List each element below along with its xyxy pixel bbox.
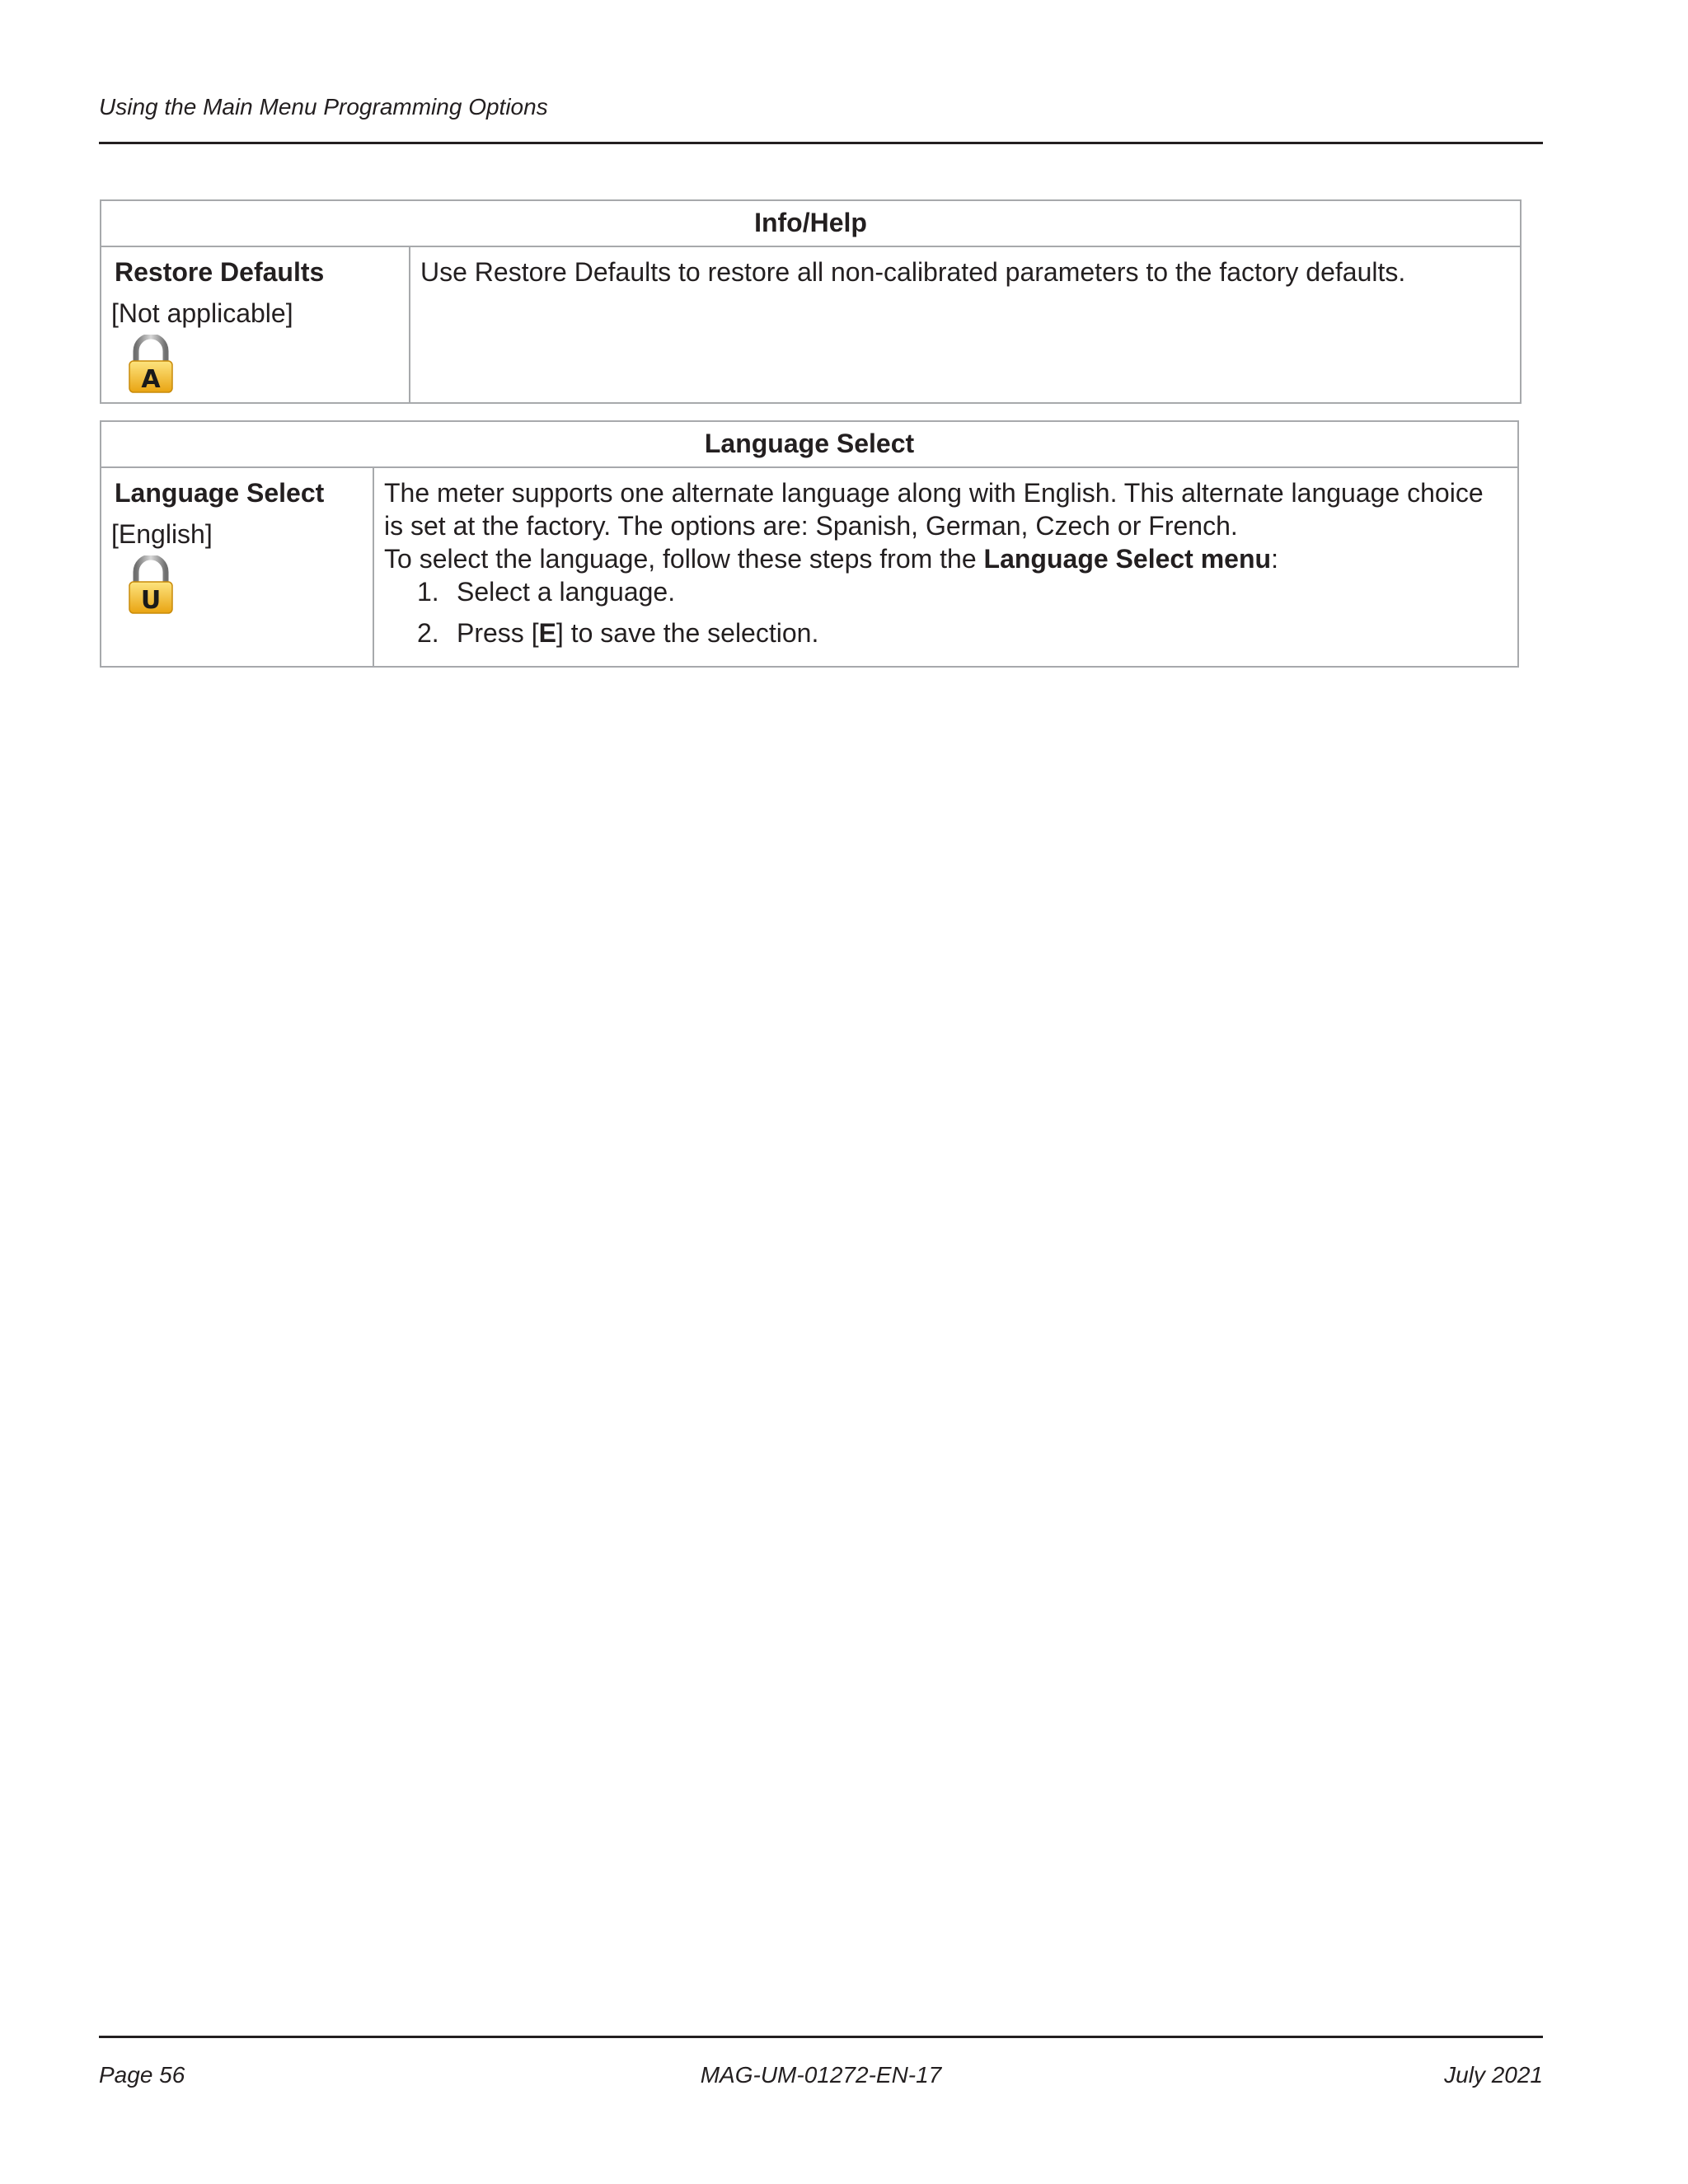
- description-cell: [373, 467, 1518, 667]
- list-item: 1. Select a language.: [417, 577, 676, 607]
- page-number: Page 56: [99, 2062, 185, 2088]
- param-name: Language Select: [115, 478, 325, 508]
- table-title: Language Select: [101, 421, 1518, 467]
- steps-list: [384, 575, 1507, 649]
- param-default: [English]: [111, 519, 213, 549]
- table-title: Info/Help: [101, 200, 1521, 246]
- svg-text:U: U: [140, 586, 162, 615]
- param-default: [Not applicable]: [111, 298, 293, 328]
- description-cell: [410, 246, 1521, 403]
- running-header: Using the Main Menu Programming Options: [99, 94, 548, 120]
- param-cell: [101, 246, 410, 403]
- svg-text:A: A: [141, 365, 161, 394]
- param-name: Restore Defaults: [115, 257, 325, 287]
- param-cell: [101, 467, 373, 667]
- user-lock-icon: [126, 555, 176, 615]
- admin-lock-icon: [126, 335, 176, 394]
- info-help-table: [100, 199, 1522, 404]
- menu-name: Language Select menu: [983, 544, 1272, 574]
- header-rule: [99, 142, 1543, 144]
- document-number: MAG-UM-01272-EN-17: [700, 2062, 942, 2088]
- language-select-table: [100, 420, 1519, 668]
- param-description: The meter supports one alternate language along with English. This alternate language choice is set at the factory. The options are: Spanish, German, Czech or French.: [384, 478, 1484, 541]
- publication-date: July 2021: [1444, 2062, 1543, 2088]
- footer-rule: [99, 2036, 1543, 2038]
- param-description: Use Restore Defaults to restore all non-calibrated parameters to the factory defaults.: [420, 257, 1406, 287]
- key-label: E: [538, 618, 556, 648]
- list-item: 2. Press [E] to save the selection.: [417, 618, 819, 648]
- instruction-line: To select the language, follow these steps from the Language Select menu:: [384, 544, 1278, 574]
